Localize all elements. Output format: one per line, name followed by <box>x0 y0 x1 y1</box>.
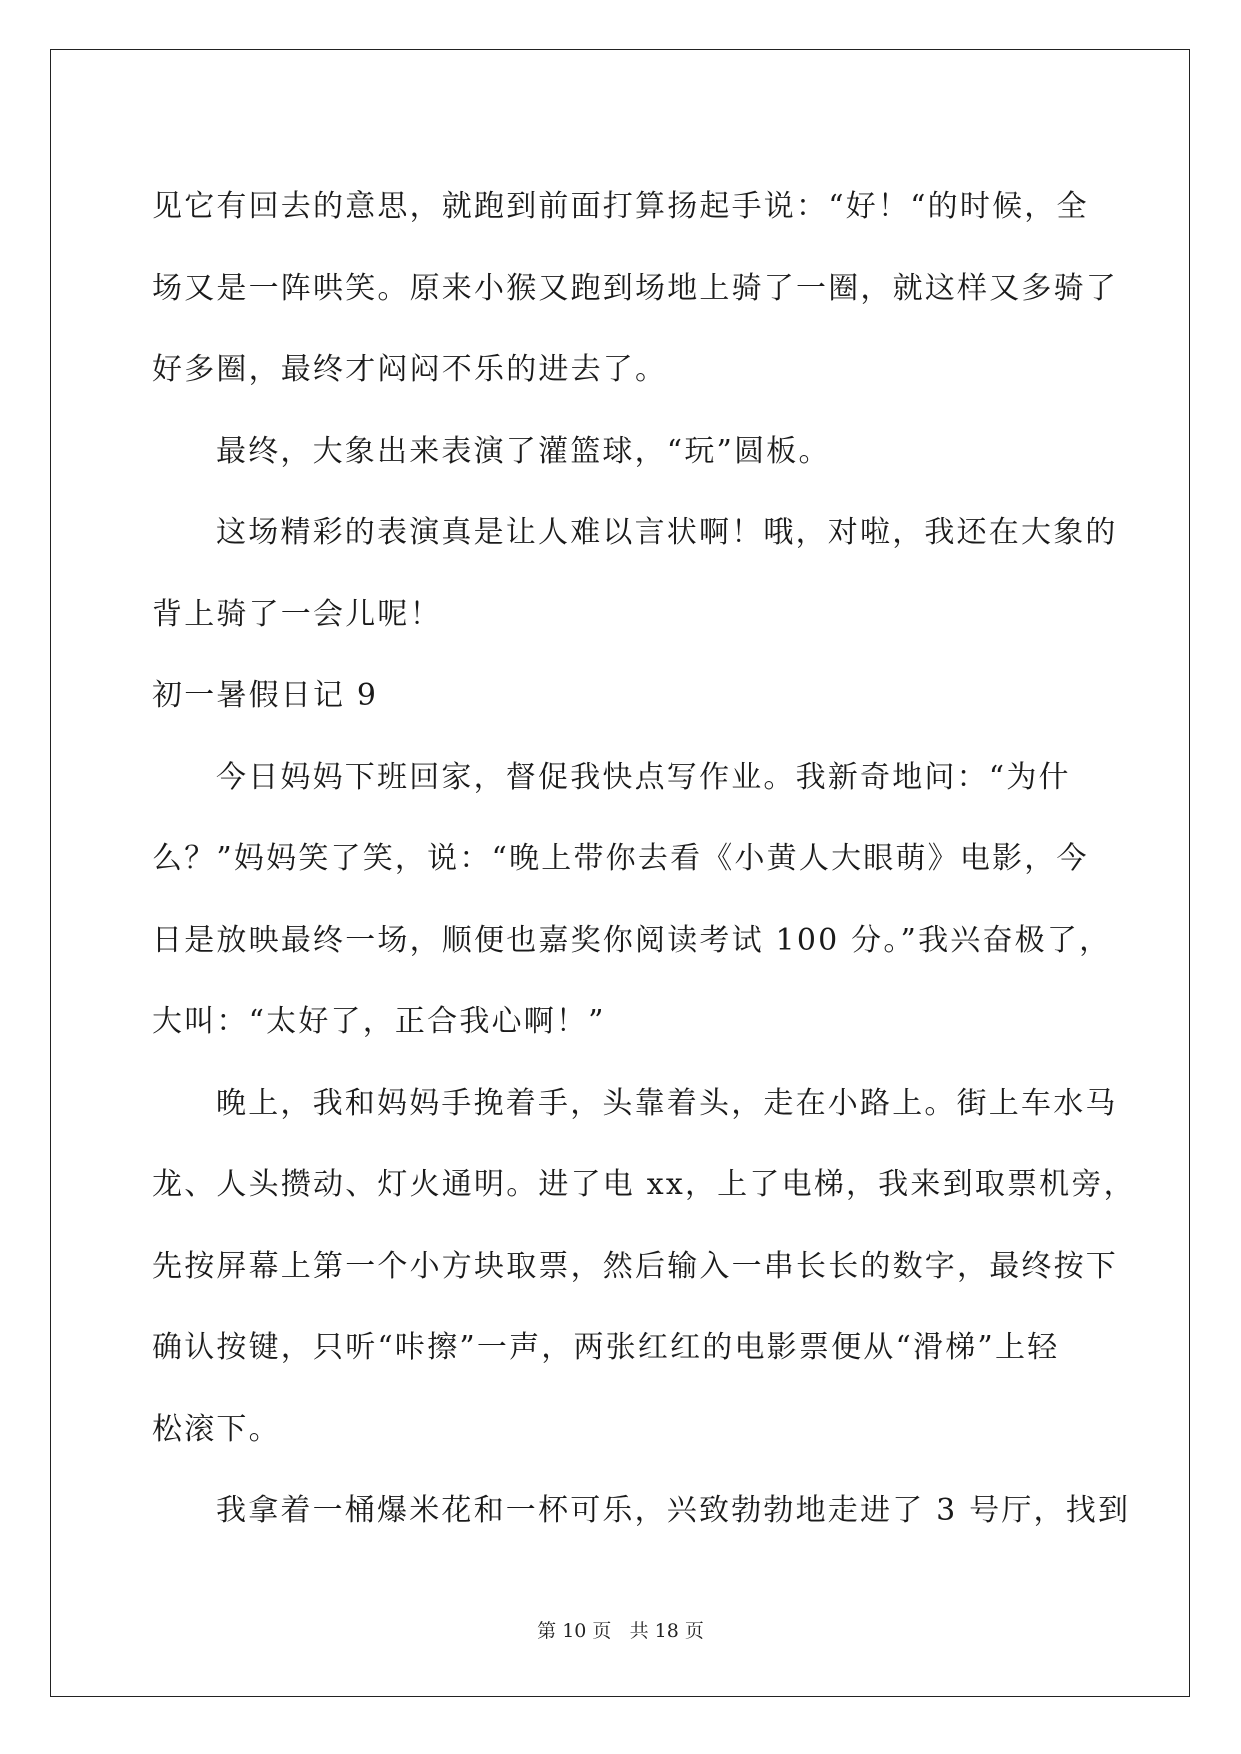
text-line: 么？”妈妈笑了笑，说：“晚上带你去看《小黄人大眼萌》电影，今 <box>152 841 1089 876</box>
text-line: 先按屏幕上第一个小方块取票，然后输入一串长长的数字，最终按下 <box>152 1248 1118 1284</box>
text-line: 晚上，我和妈妈手挽着手，头靠着头，走在小路上。街上车水马 <box>216 1085 1118 1121</box>
page-number: 第 10 页 <box>537 1620 612 1642</box>
page-total: 共 18 页 <box>629 1620 704 1642</box>
text-line: 今日妈妈下班回家，督促我快点写作业。我新奇地问：“为什 <box>216 759 1071 795</box>
text-line: 最终，大象出来表演了灌篮球，“玩”圆板。 <box>216 433 831 469</box>
document-body <box>152 166 1136 1552</box>
text-line: 见它有回去的意思，就跑到前面打算扬起手说：“好！“的时候，全 <box>152 189 1089 224</box>
text-line: 日是放映最终一场，顺便也嘉奖你阅读考试 100 分。”我兴奋极了， <box>152 922 1112 958</box>
text-line: 我拿着一桶爆米花和一杯可乐，兴致勃勃地走进了 3 号厅，找到 <box>216 1493 1131 1528</box>
text-line: 龙、人头攒动、灯火通明。进了电 xx，上了电梯，我来到取票机旁， <box>152 1167 1136 1202</box>
text-line: 松滚下。 <box>152 1411 281 1447</box>
text-line: 好多圈，最终才闷闷不乐的进去了。 <box>152 352 668 387</box>
text-line: 这场精彩的表演真是让人难以言状啊！哦，对啦，我还在大象的 <box>216 515 1118 550</box>
section-heading: 初一暑假日记 9 <box>152 678 379 713</box>
text-line: 大叫：“太好了，正合我心啊！” <box>152 1004 606 1039</box>
text-line: 背上骑了一会儿呢！ <box>152 596 442 632</box>
page-footer <box>0 1616 1241 1643</box>
text-line: 场又是一阵哄笑。原来小猴又跑到场地上骑了一圈，就这样又多骑了 <box>152 270 1118 306</box>
text-line: 确认按键，只听“咔擦”一声，两张红红的电影票便从“滑梯”上轻 <box>152 1330 1060 1365</box>
